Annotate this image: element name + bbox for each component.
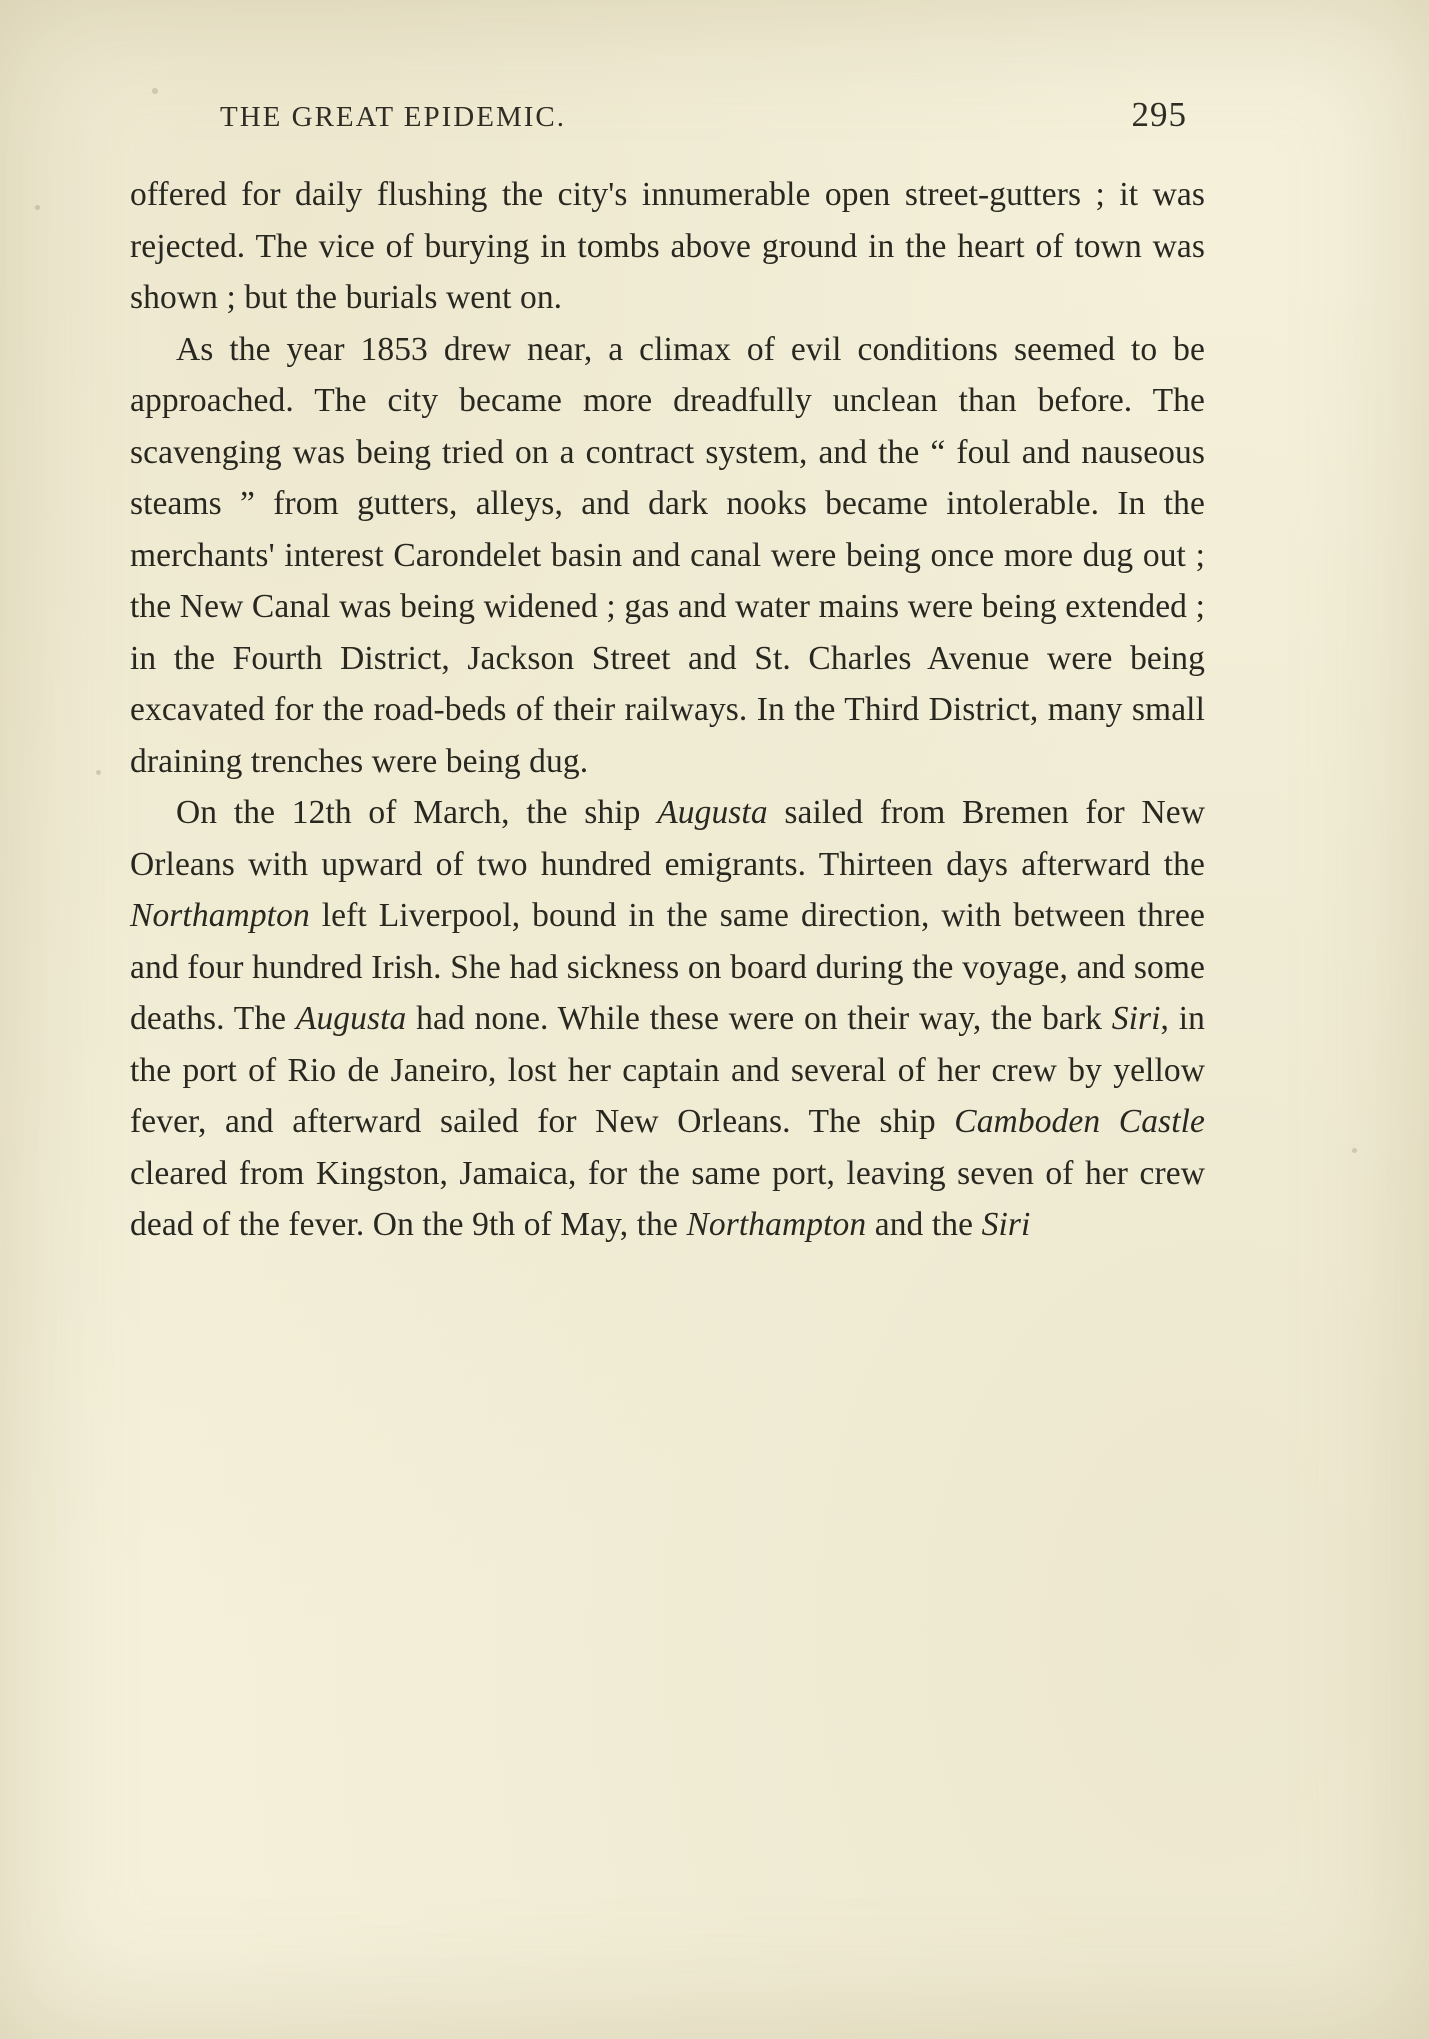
italic-title: Camboden Castle (954, 1103, 1205, 1140)
page-content (130, 95, 1205, 1251)
text-run: offered for daily flushing the city's innumerable open street-gutters ; it was rejected. The vice of burying in tombs above ground in the heart of town was shown ; but the burials went on. (130, 176, 1205, 316)
paragraph (130, 787, 1205, 1251)
italic-title: Augusta (295, 1000, 407, 1037)
italic-title: Northampton (686, 1206, 867, 1243)
italic-title: Augusta (657, 794, 768, 831)
page-header (130, 95, 1205, 135)
text-run: As the year 1853 drew near, a climax of evil conditions seemed to be approached. The city became more dreadfully unclean than before. The scavenging was being tried on a contract system, and the “ foul and nauseous steams ” from gutters, alleys, and dark nooks became intolerable. In the merchants' interest Carondelet basin and canal were being once more dug out ; the New Canal was being widened ; gas and water mains were being extended ; in the Fourth District, Jackson Street and St. Charles Avenue were being excavated for the road-beds of their railways. In the Third District, many small draining trenches were being dug. (130, 330, 1205, 780)
italic-title: Northampton (130, 897, 310, 934)
paper-speck (1352, 1148, 1357, 1153)
text-run: On the 12th of March, the ship (176, 794, 658, 831)
text-run: had none. While these were on their way, the bark (406, 1000, 1112, 1037)
text-run: sailed from Bremen for New Orleans with upward of two hundred emigrants. Thirteen days afterward the (130, 794, 1205, 883)
page-number: 295 (1131, 95, 1187, 134)
paragraph (130, 169, 1205, 324)
paragraph (130, 324, 1205, 788)
text-run: left Liverpool, bound in the same direction, with between three and four hundred Irish. She had sickness on board during the voyage, and some deaths. The (130, 897, 1205, 1037)
italic-title: Siri (1111, 1000, 1161, 1037)
paper-speck (35, 205, 40, 210)
italic-title: Siri (981, 1206, 1031, 1243)
paper-speck (96, 770, 101, 775)
text-run: and the (866, 1206, 982, 1243)
running-head: THE GREAT EPIDEMIC. (220, 101, 566, 133)
body-text (130, 169, 1205, 1251)
text-run: cleared from Kingston, Jamaica, for the same port, leaving seven of her crew dead of the fever. On the 9th of May, the (130, 1154, 1205, 1243)
paper-speck (152, 88, 158, 94)
text-run: , in the port of Rio de Janeiro, lost her captain and several of her crew by yellow fever, and afterward sailed for New Orleans. The ship (130, 1000, 1206, 1140)
